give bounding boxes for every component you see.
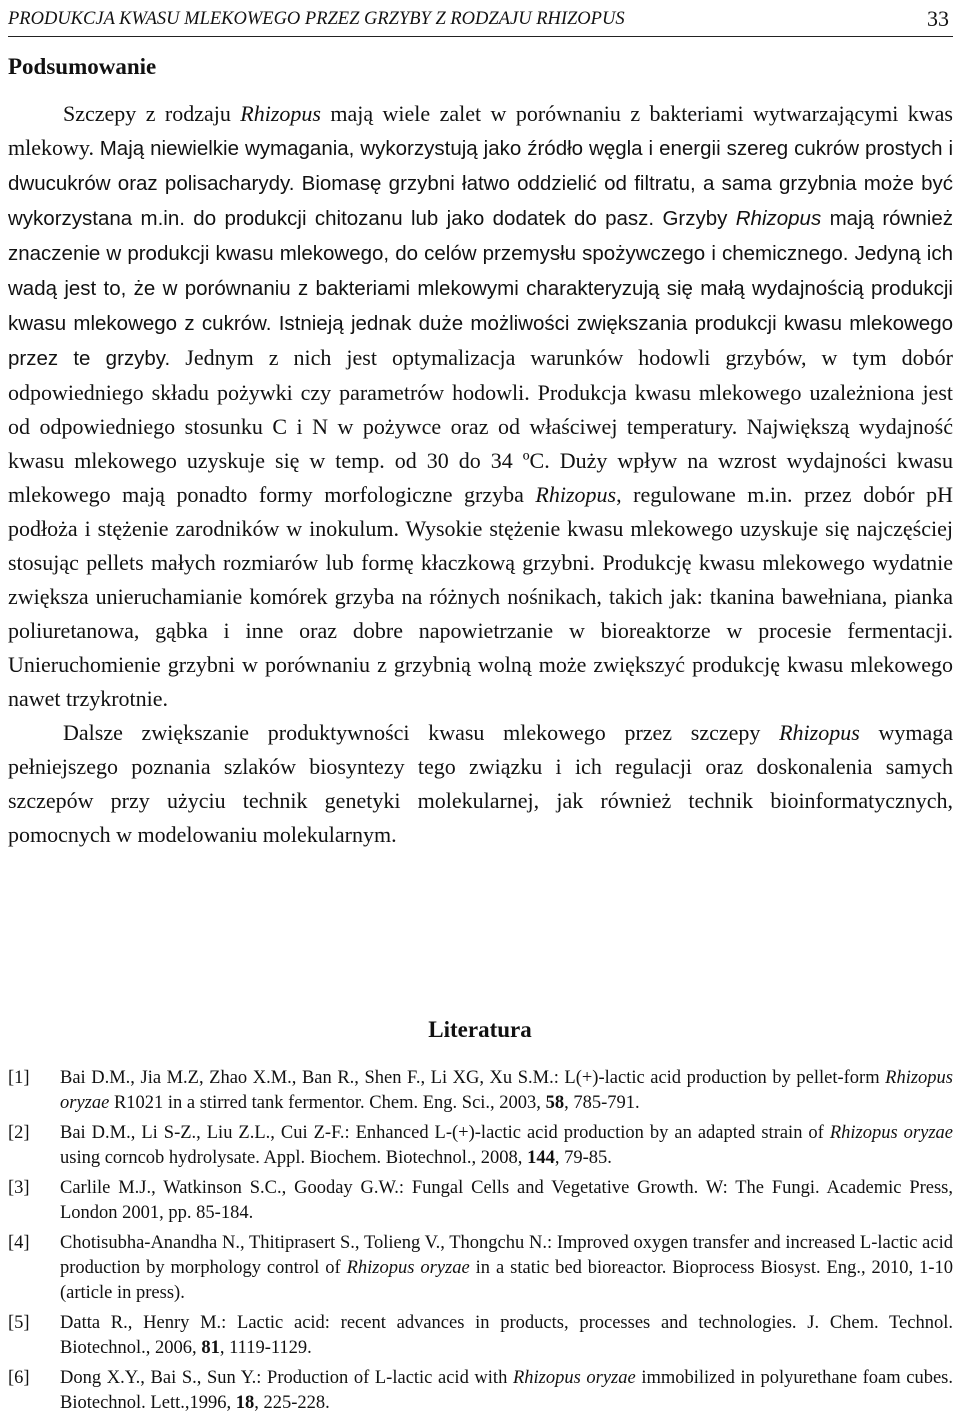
text-run: Dalsze zwiększanie produktywności kwasu mlekowego przez szczepy xyxy=(63,720,780,745)
genus-name: Rhizopus xyxy=(535,482,617,507)
genus-name: Rhizopus xyxy=(735,207,822,230)
reference-number: [4] xyxy=(8,1233,30,1253)
reference-item xyxy=(8,1366,953,1416)
reference-number: [5] xyxy=(8,1313,30,1333)
running-title: PRODUKCJA KWASU MLEKOWEGO PRZEZ GRZYBY Z RODZAJU RHIZOPUS xyxy=(8,9,625,29)
reference-text: Dong X.Y., Bai S., Sun Y.: Production of L-lactic acid with Rhizopus oryzae immobilized in polyurethane foam cubes. Biotechnol. Lett.,1996, 18, 225-228. xyxy=(60,1368,954,1413)
reference-item xyxy=(8,1121,953,1171)
page-number: 33 xyxy=(927,6,949,31)
text-run-sans: Mają niewielkie wymagania, wykorzystują jako źródło węgla i energii szereg cukrów prostych i dwucukrów oraz polisacharydy. Biomasę grzybni łatwo oddzielić od filtratu, a sama grzybnia może być wykorzystana m.in. do produkcji chitozanu lub jako dodatek do pasz. xyxy=(8,137,953,230)
genus-name: Rhizopus xyxy=(240,101,321,126)
section-heading: Podsumowanie xyxy=(8,54,157,79)
text-run-sans: Grzyby xyxy=(654,207,736,230)
reference-number: [3] xyxy=(8,1178,30,1198)
reference-list xyxy=(8,1066,953,1416)
text-run: , regulowane m.in. przez dobór pH podłoża i stężenie zarodników w inokulum. Wysokie stężenie kwasu mlekowego uzyskuje się najczęściej stosując pellets małych rozmiarów lub formę kłaczkową grzybni. Produkcję kwasu mlekowego wydatnie zwiększa unieruchamianie komórek grzyba na różnych nośnikach, takich jak: tkanina bawełniana, pianka poliuretanowa, gąbka i inne oraz dobre napowietrzanie w bioreaktorze w procesie fermentacji. Unieruchomienie grzybni w porównaniu z grzybnią wolną może zwiększyć produkcję kwasu mlekowego nawet trzykrotnie. xyxy=(8,482,953,711)
reference-item xyxy=(8,1176,953,1226)
reference-number: [2] xyxy=(8,1123,30,1143)
text-run: Jednym z nich jest optymalizacja warunków hodowli grzybów, w tym dobór odpowiedniego składu pożywki czy parametrów hodowli. Produkcja kwasu mlekowego uzależniona jest od odpowiedniego stosunku C i N w pożywce oraz od właściwej temperatury. Największą wydajność kwasu mlekowego uzyskuje się w temp. od 30 do 34 ºC. Duży wpływ na wzrost wydajności kwasu mlekowego mają ponadto formy morfologiczne grzyba xyxy=(8,345,954,507)
summary-paragraph-1 xyxy=(8,97,953,716)
text-run-sans: mają również znaczenie w produkcji kwasu mlekowego, do celów przemysłu spożywczego i chemicznego. Jedyną ich wadą jest to, że w porównaniu z bakteriami mlekowymi charakteryzują się małą wydajnością produkcji kwasu mlekowego z cukrów. Istnieją jednak duże możliwości zwiększania produkcji kwasu mlekowego przez te grzyby. xyxy=(8,207,953,370)
reference-number: [6] xyxy=(8,1368,30,1388)
reference-number: [1] xyxy=(8,1068,30,1088)
literature-heading: Literatura xyxy=(428,1017,532,1042)
genus-name: Rhizopus xyxy=(779,720,860,745)
text-run: mają wiele zalet w porównaniu z bakteriami wytwarzającymi kwas mlekowy. xyxy=(8,101,953,160)
text-run: wymaga pełniejszego poznania szlaków biosyntezy tego związku i ich regulacji oraz doskonalenia samych szczepów przy użyciu technik genetyki molekularnej, jak również technik bioinformatycznych, pomocnych w modelowaniu molekularnym. xyxy=(8,720,954,847)
reference-text: Carlile M.J., Watkinson S.C., Gooday G.W.: Fungal Cells and Vegetative Growth. W: The Fungi. Academic Press, London 2001, pp. 85-184. xyxy=(60,1178,953,1223)
reference-item xyxy=(8,1231,953,1306)
summary-body xyxy=(8,97,953,852)
summary-paragraph-2 xyxy=(8,716,953,852)
running-header xyxy=(8,4,953,37)
reference-text: Bai D.M., Li S-Z., Liu Z.L., Cui Z-F.: Enhanced L-(+)-lactic acid production by an adapted strain of Rhizopus oryzae using corncob hydrolysate. Appl. Biochem. Biotechnol., 2008, 144, 79-85. xyxy=(60,1123,953,1168)
text-run: Szczepy z rodzaju xyxy=(63,101,241,126)
reference-item xyxy=(8,1066,953,1116)
reference-text: Chotisubha-Anandha N., Thitiprasert S., Tolieng V., Thongchu N.: Improved oxygen transfer and increased L-lactic acid production by morphology control of Rhizopus oryzae in a static bed bioreactor. Bioprocess Biosyst. Eng., 2010, 1-10 (article in press). xyxy=(60,1233,953,1303)
reference-item xyxy=(8,1311,953,1361)
reference-text: Datta R., Henry M.: Lactic acid: recent advances in products, processes and technologies. J. Chem. Technol. Biotechnol., 2006, 81, 1119-1129. xyxy=(60,1313,953,1358)
reference-text: Bai D.M., Jia M.Z, Zhao X.M., Ban R., Shen F., Li XG, Xu S.M.: L(+)-lactic acid production by pellet-form Rhizopus oryzae R1021 in a stirred tank fermentor. Chem. Eng. Sci., 2003, 58, 785-791. xyxy=(60,1068,953,1113)
